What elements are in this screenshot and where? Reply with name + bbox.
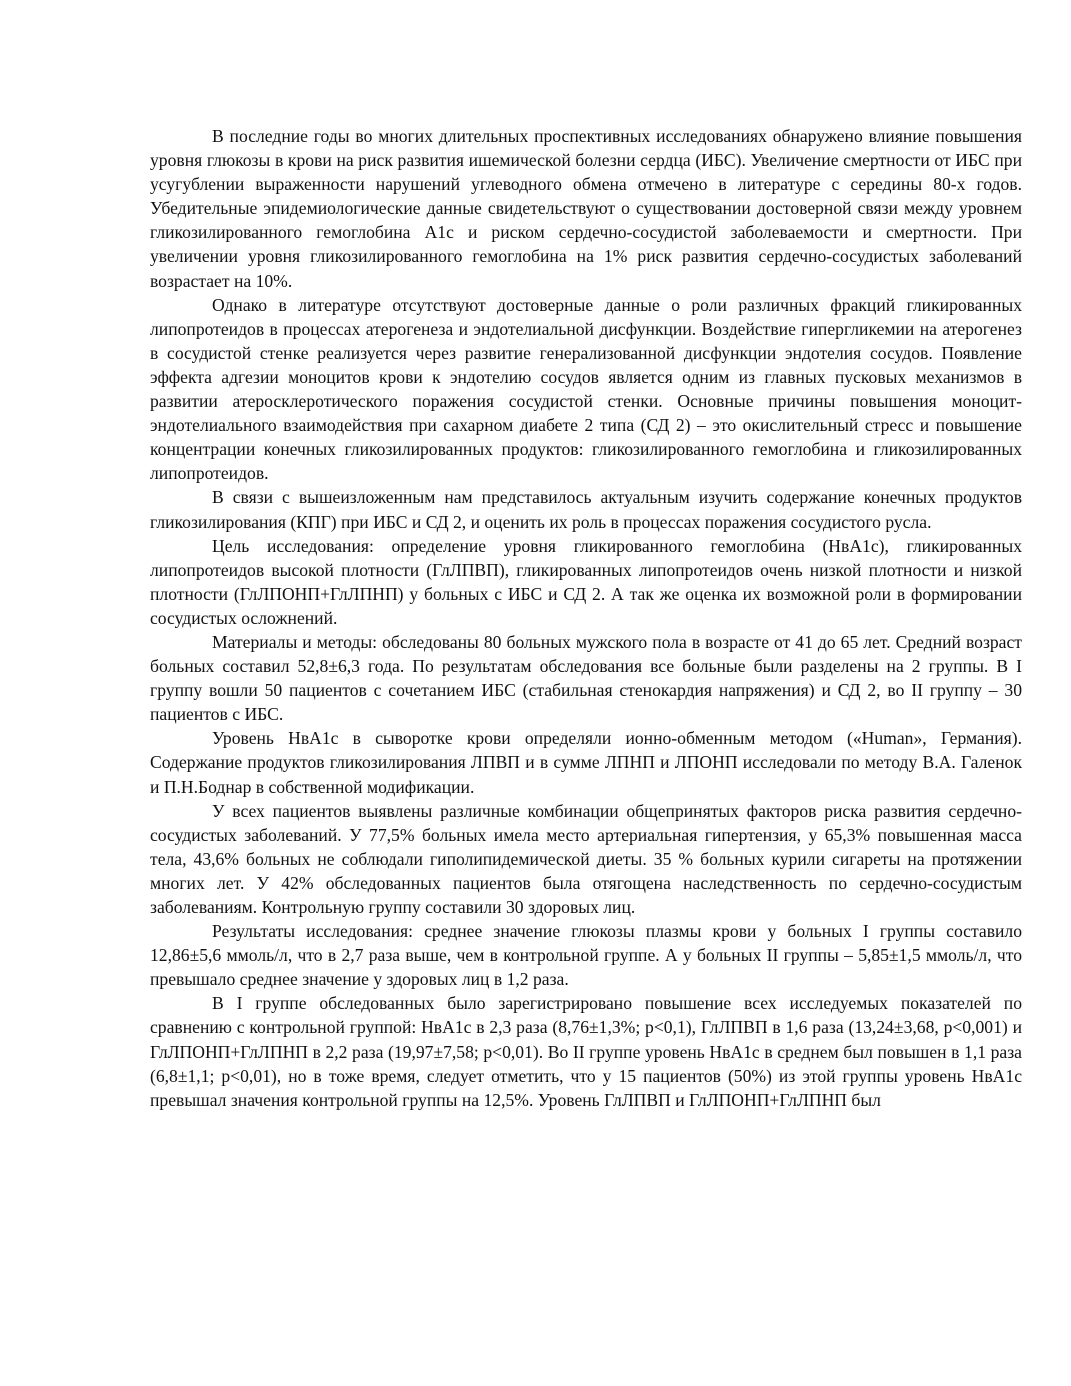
paragraph-intro: В последние годы во многих длительных проспективных исследованиях обнаружено влияние повышения уровня глюкозы в крови на риск развития ишемической болезни сердца (ИБС). Увеличение смертности от ИБС при усугублении выраженности нарушений углеводного обмена отмечено в литературе с середины 80-х годов. Убедительные эпидемиологические данные свидетельствуют о существовании достоверной связи между уровнем гликозилированного гемоглобина А1с и риском сердечно-сосудистой заболеваемости и смертности. При увеличении уровня гликозилированного гемоглобина на 1% риск развития сердечно-сосудистых заболеваний возрастает на 10%. xyxy=(150,126,1022,291)
paragraph-rationale: В связи с вышеизложенным нам представилось актуальным изучить содержание конечных продуктов гликозилирования (КПГ) при ИБС и СД 2, и оценить их роль в процессах поражения сосудистого русла. xyxy=(150,487,1022,532)
paragraph-results: Результаты исследования: среднее значение глюкозы плазмы крови у больных I группы составило 12,86±5,6 ммоль/л, что в 2,7 раза выше, чем в контрольной группе. А у больных II группы – 5,85±1,5 ммоль/л, что превышало среднее значение у здоровых лиц в 1,2 раза. xyxy=(150,921,1022,990)
paragraph-materials: Материалы и методы: обследованы 80 больных мужского пола в возрасте от 41 до 65 лет. Средний возраст больных составил 52,8±6,3 года. По результатам обследования все больные были разделены на 2 группы. В I группу вошли 50 пациентов с сочетанием ИБС (стабильная стенокардия напряжения) и СД 2, во II группу – 30 пациентов с ИБС. xyxy=(150,631,1022,725)
paragraph-aim: Цель исследования: определение уровня гликированного гемоглобина (НвА1с), гликированных липопротеидов высокой плотности (ГлЛПВП), гликированных липопротеидов очень низкой плотности и низкой плотности (ГлЛПОНП+ГлЛПНП) у больных с ИБС и СД 2. А так же оценка их возможной роли в формировании сосудистых осложнений. xyxy=(150,535,1022,628)
document-page xyxy=(150,124,1022,1112)
paragraph-literature: Однако в литературе отсутствуют достоверные данные о роли различных фракций гликированных липопротеидов в процессах атерогенеза и эндотелиальной дисфункции. Воздействие гипергликемии на атерогенез в сосудистой стенке реализуется через развитие генерализованной дисфункции эндотелия сосудов. Появление эффекта адгезии моноцитов крови к эндотелию сосудов является одним из главных пусковых механизмов в развитии атеросклеротического поражения сосудистой стенки. Основные причины повышения моноцит-эндотелиального взаимодействия при сахарном диабете 2 типа (СД 2) – это окислительный стресс и повышение концентрации конечных гликозилированных продуктов: гликозилированного гемоглобина и гликозилированных липопротеидов. xyxy=(150,294,1022,484)
paragraph-methods: Уровень НвА1с в сыворотке крови определяли ионно-обменным методом («Human», Германия). Содержание продуктов гликозилирования ЛПВП и в сумме ЛПНП и ЛПОНП исследовали по методу В.А. Галенок и П.Н.Боднар в собственной модификации. xyxy=(150,728,1022,797)
paragraph-group-comparison: В I группе обследованных было зарегистрировано повышение всех исследуемых показателей по сравнению с контрольной группой: НвА1с в 2,3 раза (8,76±1,3%; p<0,1), ГлЛПВП в 1,6 раза (13,24±3,68, p<0,001) и ГлЛПОНП+ГлЛПНП в 2,2 раза (19,97±7,58; p<0,01). Во II группе уровень НвА1с в среднем был повышен в 1,1 раза (6,8±1,1; p<0,01), но в тоже время, следует отметить, что у 15 пациентов (50%) из этой группы уровень НвА1с превышал значения контрольной группы на 12,5%. Уровень ГлЛПВП и ГлЛПОНП+ГлЛПНП был xyxy=(150,993,1022,1110)
paragraph-risk-factors: У всех пациентов выявлены различные комбинации общепринятых факторов риска развития сердечно-сосудистых заболеваний. У 77,5% больных имела место артериальная гипертензия, у 65,3% повышенная масса тела, 43,6% больных не соблюдали гиполипидемической диеты. 35 % больных курили сигареты на протяжении многих лет. У 42% обследованных пациентов была отягощена наследственность по сердечно-сосудистым заболеваниям. Контрольную группу составили 30 здоровых лиц. xyxy=(150,800,1022,917)
